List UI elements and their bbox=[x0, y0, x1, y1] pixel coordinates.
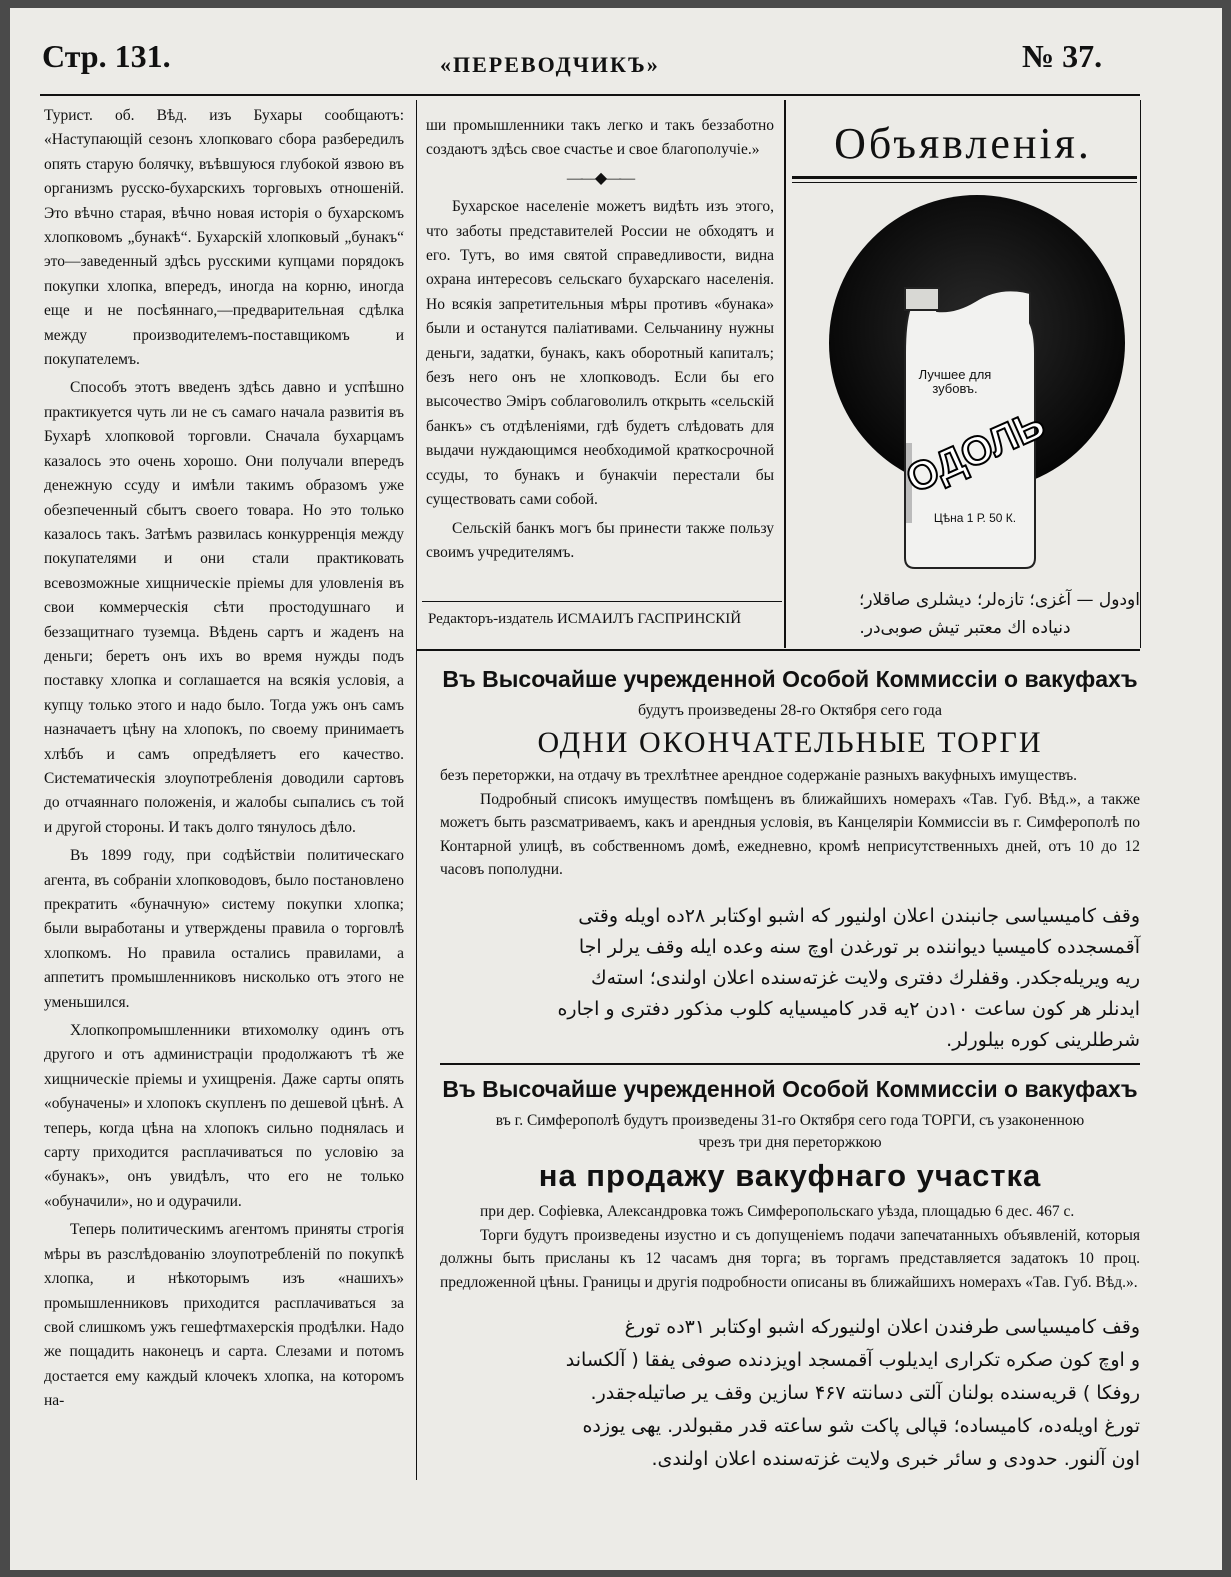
newspaper-title: «ПЕРЕВОДЧИКЪ» bbox=[440, 52, 660, 77]
article-paragraph: Сельскій банкъ могъ бы принести также пользу своимъ учредителямъ. bbox=[426, 519, 774, 561]
column-rule-middle bbox=[784, 100, 786, 648]
notice1-subheading: будутъ произведены 28-го Октября сего года bbox=[637, 702, 943, 719]
notice2-tatar-line: تورغ اويله‌ده، كاميساده؛ قپالى پاكت شو ساعته قدر مقبولدر. يهى يوزده bbox=[582, 1415, 1140, 1437]
notice2-tatar-line: وقف كاميسياسى طرفندن اعلان اولنيوركه اشبو اوكتابر ۳۱ده تورغ bbox=[624, 1316, 1140, 1338]
header-rule bbox=[40, 94, 1140, 96]
notice1-body bbox=[440, 764, 1140, 882]
notices-divider-rule bbox=[440, 1063, 1140, 1065]
article-continuation: ши промышленники такъ легко и такъ беззаботно создаютъ здѣсь свое счастье и свое благополучіе.» bbox=[426, 117, 774, 159]
notice1-tatar-line: شرطلرينى كوره بيلورلر. bbox=[946, 1029, 1140, 1051]
ads-heading: Объявленія. bbox=[834, 119, 1092, 168]
article-paragraph: Бухарское населеніе можетъ видѣть изъ этого, что заботы представителей России не обходятъ и его. Тутъ, во имя святой справедливости, видна охрана интересовъ сельскаго бухарскаго населенія. Но всякія запретительныя мѣры противъ «бунака» были и останутся паліативами. Сельчанину нужны деньги, задатки, бунакъ, какъ оборотный капиталъ; безъ него онъ не хлопководъ. Если бы его высочество Эміръ соблаговолилъ открыть «сельскій банкъ» съ отдѣленіями, гдѣ будетъ слѣдовать для выдачи нуждающимся необходимой краткосрочной ссуды, то бунакъ и бунакчіи перестали бы существовать сами собой. bbox=[426, 198, 774, 509]
article-paragraph: Теперь политическимъ агентомъ приняты строгія мѣры въ разслѣдованію злоупотребленій по покупкѣ хлопка, и нѣкоторымъ изъ «нашихъ» промышленниковъ приходится расплачиваться за свой слишкомъ ужъ гешефтмахерскія продѣлки. Надо же пощадить наконецъ и сарта. Слезами и потомъ достается ему каждый клочекъ хлопка, на которомъ на- bbox=[44, 1221, 404, 1410]
issue-number: № 37. bbox=[1022, 38, 1103, 74]
article-paragraph: Способъ этотъ введенъ здѣсь давно и успѣшно практикуется чуть ли не съ самаго начала развитія въ Бухарѣ хлопковой торговли. Сначала бухарцамъ казалось это очень хорошо. Они получали впередъ денежную ссуду и имѣли такимъ образомъ уже обезпеченный сбытъ своего товара. Но это только казалось такъ. Затѣмъ развилась конкурренція между покупателями и они стали практиковать всевозможные хищническіе пріемы для уловленія въ свои коммерческія сѣти простодушнаго и беззащитнаго туземца. Вѣдень сартъ и жаденъ на деньги; беретъ онъ ихъ во время нужды подъ поставку хлопка и соглашается на всякія условія, а купцу только этого и надо было. Тогда ужъ онъ самъ назначаетъ цѣну на хлопокъ, по своему принимаетъ хлѣбъ и самъ опредѣляетъ его качество. Систематическія злоупотребленія доводили сартовъ до отчаяннаго положенія, и жалобы сыпались съ той и другой стороны. И такъ долго тянулось дѣло. bbox=[44, 379, 404, 836]
odol-tagline: Лучшее для зубовъ. bbox=[918, 367, 992, 396]
article-paragraph: Турист. об. Вѣд. изъ Бухары сообщаютъ: «Наступающій сезонъ хлопковаго сбора разбередилъ опять старую болячку, въѣвшуюся глубокой язвою въ организмъ русско-бухарскихъ торговыхъ отношеній. Это вѣчно старая, вѣчно новая исторія о бухарскомъ хлопковомъ „бунакѣ“. Бухарскій хлопковый „бунакъ“ это—заведенный здѣсь русскими купцами порядокъ покупки хлопка, впередъ, иногда на корню, иногда еще и не посѣяннаго,—предварительная сдѣлка между производителемъ-поставщикомъ и покупателемъ. bbox=[44, 107, 404, 369]
notice2-tatar-line: روفكا ) قريه‌سنده بولنان آلتى دسانته ۴۶۷ سازين وقف ير صاتيله‌جقدر. bbox=[590, 1382, 1140, 1404]
odol-advertisement bbox=[825, 193, 1130, 583]
editor-rule bbox=[422, 601, 782, 602]
notices-top-rule bbox=[416, 649, 1140, 651]
notice1-heading: Въ Высочайше учрежденной Особой Коммиссіи о вакуфахъ bbox=[442, 666, 1138, 692]
page-number: Стр. 131. bbox=[42, 38, 171, 74]
ads-rule-right bbox=[1140, 100, 1141, 648]
notice2-heading: Въ Высочайше учрежденной Особой Коммиссіи о вакуфахъ bbox=[442, 1076, 1138, 1102]
odol-price: Цѣна 1 Р. 50 К. bbox=[933, 511, 1017, 525]
editor-line: Редакторъ-издатель ИСМАИЛЪ ГАСПРИНСКІЙ bbox=[428, 611, 742, 627]
notice1-tatar-text bbox=[440, 901, 1140, 1056]
notice1-tatar-line: وقف كاميسياسى جانبندن اعلان اولنيور كه اشبو اوكتابر ۲۸ده اويله وقتى bbox=[578, 905, 1140, 927]
notice1-line: Подробный списокъ имуществъ помѣщенъ въ ближайшихъ номерахъ «Тав. Губ. Вѣд.», а также можетъ быть разсматриваемъ, какъ и арендныя условія, въ Канцеляріи Коммиссіи въ г. Симферополѣ по Контарной улицѣ, въ собственномъ домѣ, ежедневно, кромѣ неприсутственныхъ дней, отъ 10 до 12 часовъ пополудни. bbox=[440, 790, 1140, 878]
ads-heading-rule-thin bbox=[792, 182, 1137, 183]
notice2-body bbox=[440, 1200, 1140, 1294]
notice2-title: на продажу вакуфнаго участка bbox=[538, 1158, 1042, 1193]
notice2-tatar-line: اون آلنور. حدودى و سائر خبرى ولايت غزته‌سنده اعلان اولندى. bbox=[651, 1448, 1140, 1470]
notice1-tatar-line: ريه ويريله‌جكدر. وقفلرك دفترى ولايت غزته‌سنده اعلان اولندى؛ استه‌ك bbox=[590, 967, 1140, 989]
article-paragraph: Въ 1899 году, при содѣйствіи политическаго агента, въ собраніи хлопководовъ, было постановлено прекратить «буначную» систему покупки хлопка; были выработаны и утверждены правила о торговлѣ хлопкомъ. Но правила остались правилами, а аппетитъ промышленниковъ нисколько отъ этого не уменьшился. bbox=[44, 847, 404, 1011]
notice2-subheading-1: въ г. Симферополѣ будутъ произведены 31-го Октября сего года ТОРГИ, съ узаконенною bbox=[495, 1112, 1085, 1129]
column-rule-left bbox=[416, 100, 417, 1480]
notice1-line: безъ переторжки, на отдачу въ трехлѣтнее арендное содержаніе разныхъ вакуфныхъ имуществъ. bbox=[440, 767, 1078, 784]
notice2-line: при дер. Софіевка, Александровка тожъ Симферопольскаго уѣзда, площадью 6 дес. 467 с. bbox=[480, 1203, 1075, 1220]
notice2-tatar-line: و اوچ كون صكره تكرارى ايديلوب آقمسجد اويزدنده صوفى يفقا ( آلكساند bbox=[565, 1349, 1140, 1371]
odol-brand: ОДОЛЬ bbox=[899, 402, 1052, 502]
article-paragraph: Хлопкопромышленники втихомолку одинъ отъ другого и отъ администраціи продолжаютъ тѣ же хищническіе пріемы и ухищренія. Даже сарты опять «обуначены» и хлопокъ скупленъ по дешевой цѣнѣ. А теперь, когда цѣна на хлопокъ сильно поднялась и сарту приходится расплачиваться по условію за «бунакъ», онъ увидѣлъ, что его не только «обуначили», но и одурачили. bbox=[44, 1022, 404, 1210]
odol-tatar-line-1: اودول — آغزى؛ تازەلر؛ ديشلرى صاقلار؛ bbox=[858, 590, 1140, 610]
notice1-title: ОДНИ ОКОНЧАТЕЛЬНЫЕ ТОРГИ bbox=[537, 726, 1043, 759]
section-ornament: ——◆—— bbox=[566, 169, 634, 187]
notice2-line: Торги будутъ произведены изустно и съ допущеніемъ подачи запечатанныхъ объявленій, которыя должны быть присланы къ 12 часамъ дня торга; въ торгамъ представляется задатокъ 10 проц. предложенной цѣны. Границы и другія подробности описаны въ ближайшихъ номерахъ «Тав. Губ. Вѣд.». bbox=[440, 1226, 1140, 1291]
middle-column-article bbox=[426, 114, 774, 565]
notice1-tatar-line: ايدنلر هر كون ساعت ۱۰دن ۲يه قدر كاميسيايه كلوب مذكور دفترى و اجاره bbox=[557, 998, 1140, 1020]
odol-tatar-line-2: دنياده اك معتبر تيش صوبى‌در. bbox=[859, 618, 1071, 638]
left-column-article bbox=[44, 104, 404, 1414]
newspaper-page bbox=[10, 8, 1222, 1570]
notice2-tatar-text bbox=[440, 1311, 1140, 1476]
ads-heading-rule bbox=[792, 176, 1137, 179]
notice1-tatar-line: آقمسجدده كاميسيا ديوانندە بر تورغدن اوچ سنه وعده ايله وقف يرلر اجا bbox=[578, 936, 1140, 958]
notice2-subheading-2: чрезъ три дня переторжкою bbox=[698, 1134, 882, 1151]
